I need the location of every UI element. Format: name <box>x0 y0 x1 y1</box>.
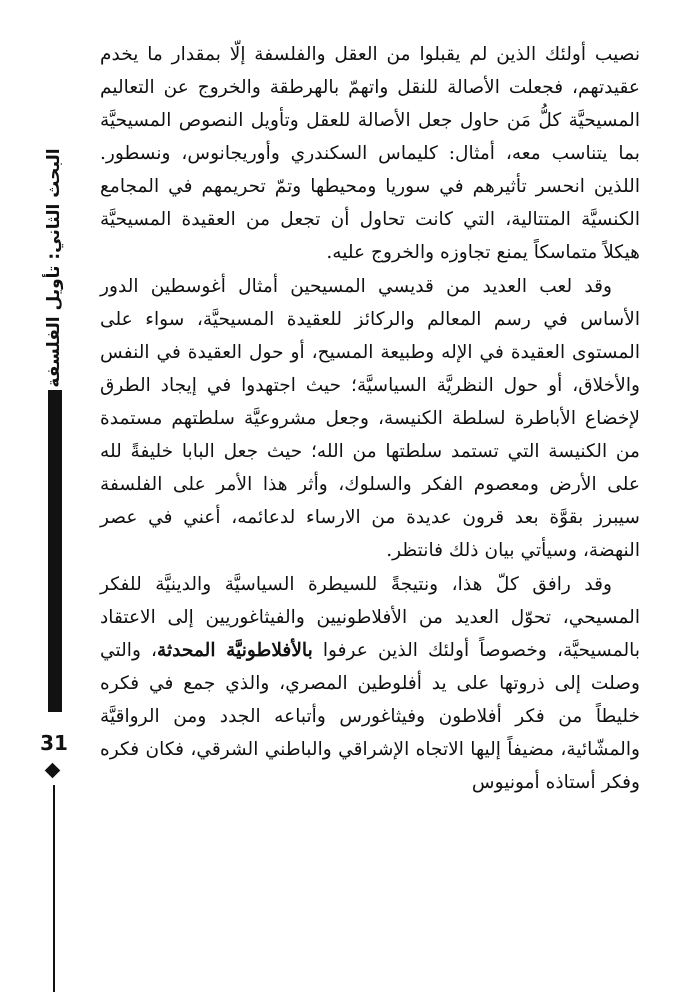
page-number: 31 <box>40 731 68 755</box>
emphasis-neoplatonism: بالأفلاطونيَّة المحدثة <box>157 640 313 661</box>
diamond-ornament-icon <box>45 763 61 779</box>
page-margin <box>22 0 86 992</box>
margin-bar <box>48 390 62 712</box>
running-chapter-title: البحث الثاني: تأويل الفلسفة <box>44 148 64 388</box>
margin-rule <box>53 785 55 992</box>
paragraph-3-rest: ، والتي وصلت إلى ذروتها على يد أفلوطين المصري، والذي جمع في فكره خليطاً من فكر أفلاطون وفيثاغورس وأتباعه الجدد ومن الرواقيَّة والمشّائية، مضيفاً إليها الاتجاه الإشراقي والباطني الشرقي، فكان فكره وفكر أستاذه أمونيوس <box>100 640 640 793</box>
paragraph-3 <box>100 568 640 799</box>
paragraph-1: نصيب أولئك الذين لم يقبلوا من العقل والفلسفة إلّا بمقدار ما يخدم عقيدتهم، فجعلت الأصالة للنقل واتهمّ بالهرطقة والخروج عن التعاليم المسيحيَّة كلُّ مَن حاول جعل الأصالة للعقل وتأويل النصوص المسيحيَّة بما يتناسب معه، أمثال: كليماس السكندري وأوريجانوس، ونسطور. اللذين انحسر تأثيرهم في سوريا ومحيطها وتمّ تحريمهم في المجامع الكنسيَّة المتتالية، التي كانت تحاول أن تجعل من العقيدة المسيحيَّة هيكلاً متماسكاً يمنع تجاوزه والخروج عليه. <box>100 44 640 263</box>
body-text <box>100 38 640 799</box>
paragraph-2: وقد لعب العديد من قديسي المسيحين أمثال أغوسطين الدور الأساس في رسم المعالم والركائز للعقيدة المسيحيَّة، سواء على المستوى العقيدة في الإله وطبيعة المسيح، أو حول العقيدة في النفس والأخلاق، أو حول النظريَّة السياسيَّة؛ حيث اجتهدوا في إيجاد الطرق لإخضاع الأباطرة لسلطة الكنيسة، وجعل مشروعيَّة سلطتهم مستمدة من الكنيسة التي تستمد سلطتها من الله؛ حيث جعل البابا خليفةً لله على الأرض ومعصوم الفكر والسلوك، وأثر هذا الأمر على الفلسفة سيبرز بقوَّة بعد قرون عديدة من الارساء لدعائمه، أعني في عصر النهضة، وسيأتي بيان ذلك فانتظر. <box>100 276 640 561</box>
paragraph-3-lead: وقد رافق كلّ هذا، ونتيجةً للسيطرة السياسيَّة والدينيَّة للفكر المسيحي، تحوّل العديد من الأفلاطونيين والفيثاغوريين إلى الاعتقاد بالمسيحيَّة، وخصوصاً أولئك الذين عرفوا <box>100 574 641 661</box>
